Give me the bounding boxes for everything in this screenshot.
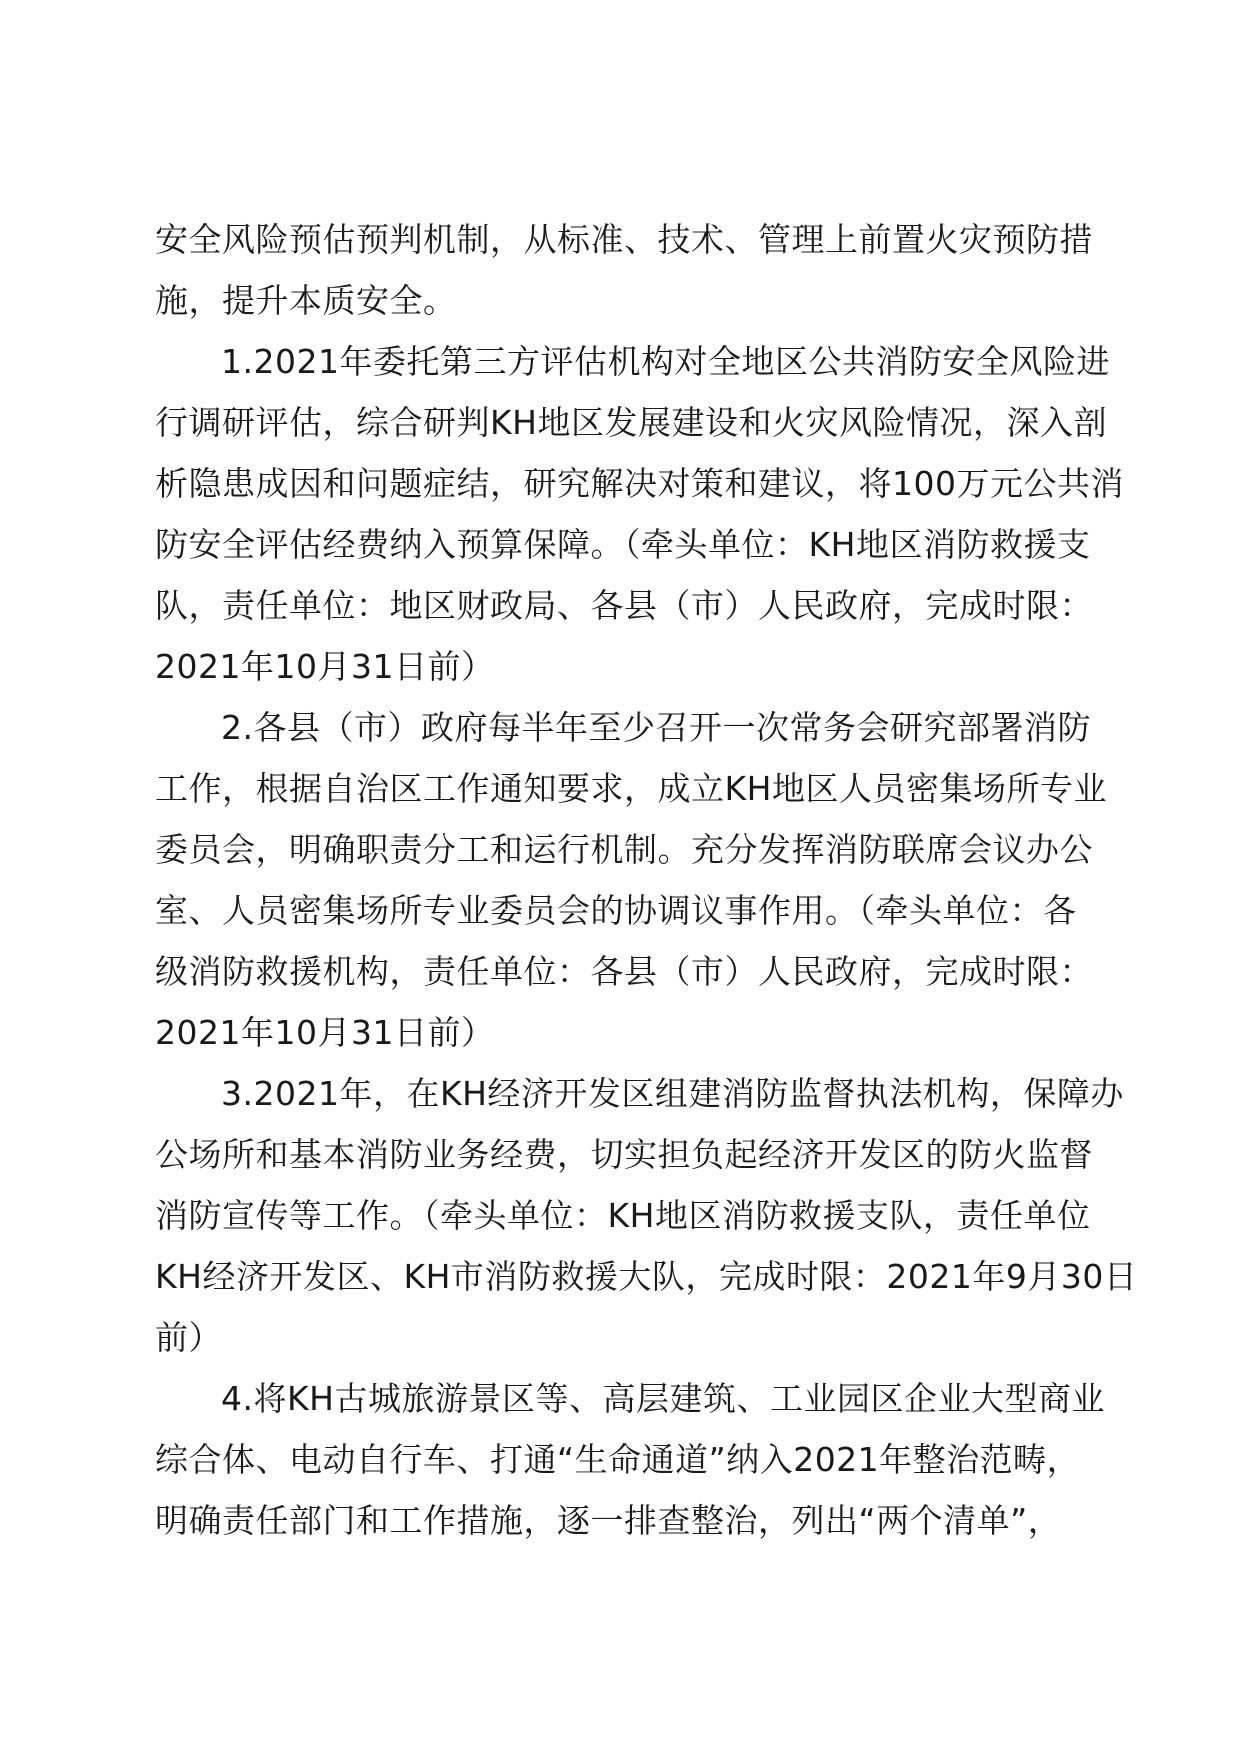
- text-line: 明确责任部门和工作措施，逐一排查整治，列出“两个清单”，: [155, 1501, 1062, 1540]
- text-line: 行调研评估，综合研判KH地区发展建设和火灾风险情况，深入剖: [155, 403, 1107, 442]
- text-line: 队，责任单位：地区财政局、各县（市）人民政府，完成时限：: [155, 586, 1093, 625]
- text-line: 施，提升本质安全。: [155, 281, 457, 320]
- item-4-first-line: 4.将KH古城旅游景区等、高层建筑、工业园区企业大型商业: [221, 1379, 1105, 1418]
- text-line: 消防宣传等工作。（牵头单位：KH地区消防救援支队，责任单位: [155, 1196, 1091, 1235]
- item-1-first-line: 1.2021年委托第三方评估机构对全地区公共消防安全风险进: [221, 342, 1110, 381]
- text-line: 安全风险预估预判机制，从标准、技术、管理上前置火灾预防措: [155, 220, 1093, 259]
- text-line: 前）: [155, 1318, 222, 1357]
- text-line: 级消防救援机构，责任单位：各县（市）人民政府，完成时限：: [155, 952, 1093, 991]
- text-line: 综合体、电动自行车、打通“生命通道”纳入2021年整治范畴，: [155, 1440, 1081, 1479]
- item-3-first-line: 3.2021年，在KH经济开发区组建消防监督执法机构，保障办: [221, 1074, 1124, 1113]
- text-line: 委员会，明确职责分工和运行机制。充分发挥消防联席会议办公: [155, 830, 1093, 869]
- text-line: KH经济开发区、KH市消防救援大队，完成时限：2021年9月30日: [155, 1257, 1138, 1296]
- text-line: 室、人员密集场所专业委员会的协调议事作用。（牵头单位：各: [155, 891, 1077, 930]
- text-line: 工作，根据自治区工作通知要求，成立KH地区人员密集场所专业: [155, 769, 1107, 808]
- text-line: 2021年10月31日前）: [155, 647, 495, 686]
- text-line: 防安全评估经费纳入预算保障。（牵头单位：KH地区消防救援支: [155, 525, 1091, 564]
- text-line: 公场所和基本消防业务经费，切实担负起经济开发区的防火监督: [155, 1135, 1093, 1174]
- document-body: [155, 209, 1138, 1551]
- text-line: 析隐患成因和问题症结，研究解决对策和建议，将100万元公共消: [155, 464, 1124, 503]
- text-line: 2021年10月31日前）: [155, 1013, 495, 1052]
- item-2-first-line: 2.各县（市）政府每半年至少召开一次常务会研究部署消防: [221, 708, 1091, 747]
